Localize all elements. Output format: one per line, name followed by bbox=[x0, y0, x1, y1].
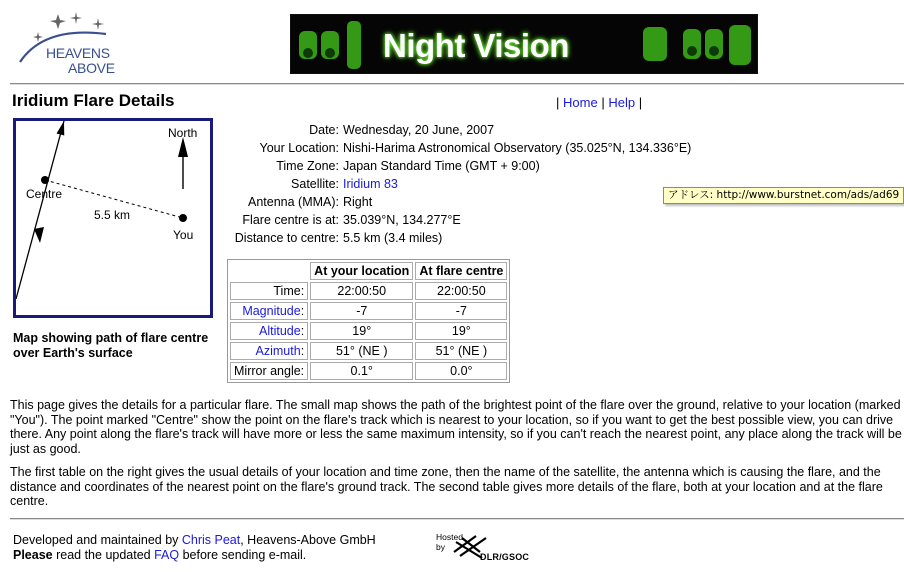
you-point bbox=[179, 214, 187, 222]
explanation-paragraph-2: The first table on the right gives the usual details of your location and time zone, then the name of the satellite, the antenna which is causing the flare, and the distance and coordinates of the nearest point on the flare's ground track. The second table gives more details of the flare, both at your location and at the flare centre. bbox=[10, 465, 883, 508]
timezone-label: Time Zone: bbox=[276, 159, 339, 173]
satellite-label: Satellite: bbox=[291, 177, 339, 191]
row-label-cell bbox=[230, 362, 308, 380]
table-corner bbox=[230, 262, 308, 280]
distance-label: 5.5 km bbox=[94, 208, 131, 222]
table-row bbox=[230, 322, 507, 340]
col-flare-centre: At flare centre bbox=[415, 262, 507, 280]
value-flare-centre: -7 bbox=[415, 302, 507, 320]
distance-centre-label: Distance to centre: bbox=[234, 231, 339, 245]
hosted-by-dlr[interactable] bbox=[436, 532, 530, 564]
logo-line2: ABOVE bbox=[68, 60, 115, 76]
value-your-location: 0.1° bbox=[310, 362, 413, 380]
faq-link[interactable]: FAQ bbox=[154, 547, 180, 562]
home-link[interactable]: Home bbox=[563, 95, 598, 110]
centre-label: Centre bbox=[26, 187, 63, 201]
value-flare-centre: 19° bbox=[415, 322, 507, 340]
value-your-location: 19° bbox=[310, 322, 413, 340]
value-flare-centre: 0.0° bbox=[415, 362, 507, 380]
footer-divider bbox=[10, 518, 904, 520]
row-label-link[interactable]: Altitude bbox=[258, 324, 301, 338]
antenna-label: Antenna (MMA): bbox=[247, 195, 339, 209]
col-your-location: At your location bbox=[310, 262, 413, 280]
footer-dev-prefix: Developed and maintained by bbox=[13, 533, 182, 547]
flare-track-line bbox=[16, 121, 64, 299]
row-label-text: Time: bbox=[273, 284, 305, 298]
track-arrow-top-icon bbox=[57, 121, 68, 136]
value-your-location: -7 bbox=[310, 302, 413, 320]
row-label-link[interactable]: Azimuth bbox=[255, 344, 301, 358]
page-title: Iridium Flare Details bbox=[12, 91, 175, 110]
value-flare-centre: 51° (NE ) bbox=[415, 342, 507, 360]
footer-company: , Heavens-Above GmbH bbox=[240, 533, 376, 547]
centre-point bbox=[41, 176, 49, 184]
row-label-link[interactable]: Magnitude bbox=[242, 304, 301, 318]
flare-table bbox=[227, 259, 510, 383]
flare-path-map bbox=[13, 118, 213, 318]
row-label-cell: Magnitude: bbox=[230, 302, 308, 320]
map-caption: Map showing path of flare centre over Earth's surface bbox=[13, 331, 209, 360]
timezone-value: Japan Standard Time (GMT + 9:00) bbox=[343, 159, 540, 173]
dlr-label: DLR/GSOC bbox=[480, 552, 530, 562]
row-label-cell: Altitude: bbox=[230, 322, 308, 340]
value-your-location: 51° (NE ) bbox=[310, 342, 413, 360]
value-your-location: 22:00:50 bbox=[310, 282, 413, 300]
nav-separator: | bbox=[601, 95, 605, 110]
hosted-line2: by bbox=[436, 542, 445, 552]
footer-read: read the updated bbox=[52, 547, 155, 562]
nav-separator: | bbox=[638, 95, 643, 110]
header-divider bbox=[10, 83, 904, 85]
night-vision-banner-ad[interactable] bbox=[290, 14, 758, 74]
row-label-cell bbox=[230, 282, 308, 300]
table-row bbox=[230, 342, 507, 360]
location-label: Your Location: bbox=[259, 141, 339, 155]
footer-suffix: before sending e-mail. bbox=[179, 547, 307, 562]
date-value: Wednesday, 20 June, 2007 bbox=[343, 123, 495, 137]
track-arrow-mid-icon bbox=[34, 227, 44, 243]
flare-centre-label: Flare centre is at: bbox=[242, 213, 339, 227]
nav-separator: | bbox=[556, 95, 560, 110]
flare-centre-value: 35.039°N, 134.277°E bbox=[343, 213, 461, 227]
logo-line1: HEAVENS bbox=[46, 45, 110, 61]
footer bbox=[13, 533, 376, 562]
distance-centre-value: 5.5 km (3.4 miles) bbox=[343, 231, 443, 245]
satellite-link[interactable]: Iridium 83 bbox=[343, 177, 398, 191]
hosted-line1: Hosted bbox=[436, 532, 463, 542]
flare-details-list bbox=[228, 121, 691, 247]
explanation-paragraph-1: This page gives the details for a particular flare. The small map shows the path of the brightest point of the flare over the ground, relative to your location (marked "You"). The point marked "Centre" show the point on the flare's track which is nearest to your location, so if you want to get the best possible view, you can drive there. Any point along the flare's track will have more or less the same maximum intensity, so if you can't reach the nearest point, any place along the track will be just as good. bbox=[10, 398, 902, 456]
author-link[interactable]: Chris Peat bbox=[181, 533, 241, 547]
north-label: North bbox=[168, 126, 198, 140]
table-row bbox=[230, 282, 507, 300]
row-label-text: Mirror angle: bbox=[234, 364, 305, 378]
footer-please: Please bbox=[13, 547, 53, 562]
you-label: You bbox=[173, 228, 194, 242]
top-nav bbox=[556, 95, 642, 110]
location-value: Nishi-Harima Astronomical Observatory (35.025°N, 134.336°E) bbox=[343, 141, 692, 155]
url-tooltip: アドレス: http://www.burstnet.com/ads/ad69 bbox=[663, 187, 904, 204]
date-label: Date: bbox=[309, 123, 339, 137]
table-row bbox=[230, 302, 507, 320]
heavens-above-logo[interactable] bbox=[14, 12, 144, 76]
help-link[interactable]: Help bbox=[608, 95, 636, 110]
explanation bbox=[10, 398, 904, 518]
table-row bbox=[230, 362, 507, 380]
banner-text: Night Vision bbox=[383, 27, 569, 64]
value-flare-centre: 22:00:50 bbox=[415, 282, 507, 300]
north-arrow-icon bbox=[178, 137, 188, 157]
row-label-cell: Azimuth: bbox=[230, 342, 308, 360]
antenna-value: Right bbox=[343, 195, 373, 209]
